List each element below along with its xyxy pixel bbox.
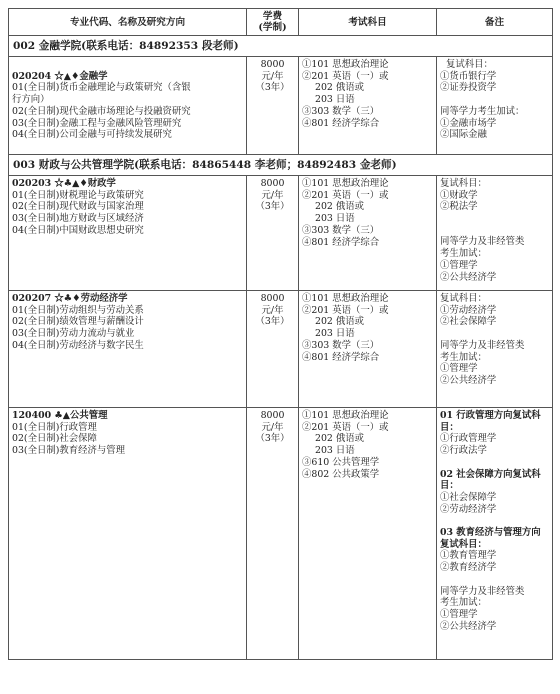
- notes-cell: 复试科目： ①财政学 ②税法学 同等学力及非经管类 考生加试： ①管理学 ②公共经济学: [437, 176, 553, 291]
- header-notes: 备注: [437, 9, 553, 36]
- program-code: 020204 ☆▲♦金融学: [12, 70, 108, 82]
- fee-cell: 8000 元/年 （3年）: [247, 176, 299, 291]
- header-program: 专业代码、名称及研究方向: [9, 9, 247, 36]
- program-table: [8, 8, 553, 660]
- notes-cell: 复试科目： ①货币银行学 ②证券投资学 同等学力考生加试： ①金融市场学 ②国际金融: [437, 57, 553, 155]
- notes-group-title: 02 社会保障方向复试科目：: [440, 468, 541, 492]
- section-row: [9, 155, 553, 176]
- fee-cell: 8000 元/年 （3年）: [247, 57, 299, 155]
- header-subjects: 考试科目: [299, 9, 437, 36]
- subjects-cell: ①101 思想政治理论 ②201 英语（一）或 202 俄语或 203 日语 ③303 数学（三） ④801 经济学综合: [299, 57, 437, 155]
- subjects-cell: ①101 思想政治理论 ②201 英语（一）或 202 俄语或 203 日语 ③303 数学（三） ④801 经济学综合: [299, 176, 437, 291]
- section-title: 002 金融学院(联系电话：84892353 段老师): [9, 36, 553, 57]
- program-row: [9, 291, 553, 408]
- fee-cell: 8000 元/年 （3年）: [247, 291, 299, 408]
- program-row: [9, 57, 553, 155]
- section-title: 003 财政与公共管理学院(联系电话：84865448 李老师；84892483 金老师): [9, 155, 553, 176]
- fee-cell: 8000 元/年 （3年）: [247, 408, 299, 660]
- program-code: 120400 ♣▲公共管理: [12, 410, 108, 421]
- section-row: [9, 36, 553, 57]
- program-code: 020203 ☆♣▲♦财政学: [12, 178, 116, 189]
- program-cell: 020207 ☆♣♦劳动经济学 01(全日制)劳动组织与劳动关系 02(全日制)绩效管理与薪酬设计 03(全日制)劳动力流动与就业 04(全日制)劳动经济与数字民生: [9, 291, 247, 408]
- subjects-cell: ①101 思想政治理论 ②201 英语（一）或 202 俄语或 203 日语 ③610 公共管理学 ④802 公共政策学: [299, 408, 437, 660]
- notes-group-title: 03 教育经济与管理方向复试科目：: [440, 527, 541, 550]
- program-cell: 020204 ☆▲♦金融学 01(全日制)货币金融理论与政策研究（含银 行方向） 02(全日制)现代金融市场理论与投融资研究 03(全日制)金融工程与金融风险管理研究 04(全日制)公司金融与可持续发展研究: [9, 57, 247, 155]
- program-code: 020207 ☆♣♦劳动经济学: [12, 293, 128, 304]
- notes-cell: 01 行政管理方向复试科目： ①行政管理学 ②行政法学 02 社会保障方向复试科目： ①社会保障学 ②劳动经济学 03 教育经济与管理方向复试科目： ①教育管理学 ②教育经济学 同等学力及非经管类 考生加试： ①管理学 ②公共经济学: [437, 408, 553, 660]
- header-row: [9, 9, 553, 36]
- header-fee: 学费 (学制): [247, 9, 299, 36]
- program-cell: 120400 ♣▲公共管理 01(全日制)行政管理 02(全日制)社会保障 03(全日制)教育经济与管理: [9, 408, 247, 660]
- notes-cell: 复试科目： ①劳动经济学 ②社会保障学 同等学力及非经管类 考生加试： ①管理学 ②公共经济学: [437, 291, 553, 408]
- program-cell: 020203 ☆♣▲♦财政学 01(全日制)财税理论与政策研究 02(全日制)现代财政与国家治理 03(全日制)地方财政与区域经济 04(全日制)中国财政思想史研究: [9, 176, 247, 291]
- program-row: [9, 176, 553, 291]
- subjects-cell: ①101 思想政治理论 ②201 英语（一）或 202 俄语或 203 日语 ③303 数学（三） ④801 经济学综合: [299, 291, 437, 408]
- program-row: [9, 408, 553, 660]
- notes-group-title: 01 行政管理方向复试科目：: [440, 410, 541, 433]
